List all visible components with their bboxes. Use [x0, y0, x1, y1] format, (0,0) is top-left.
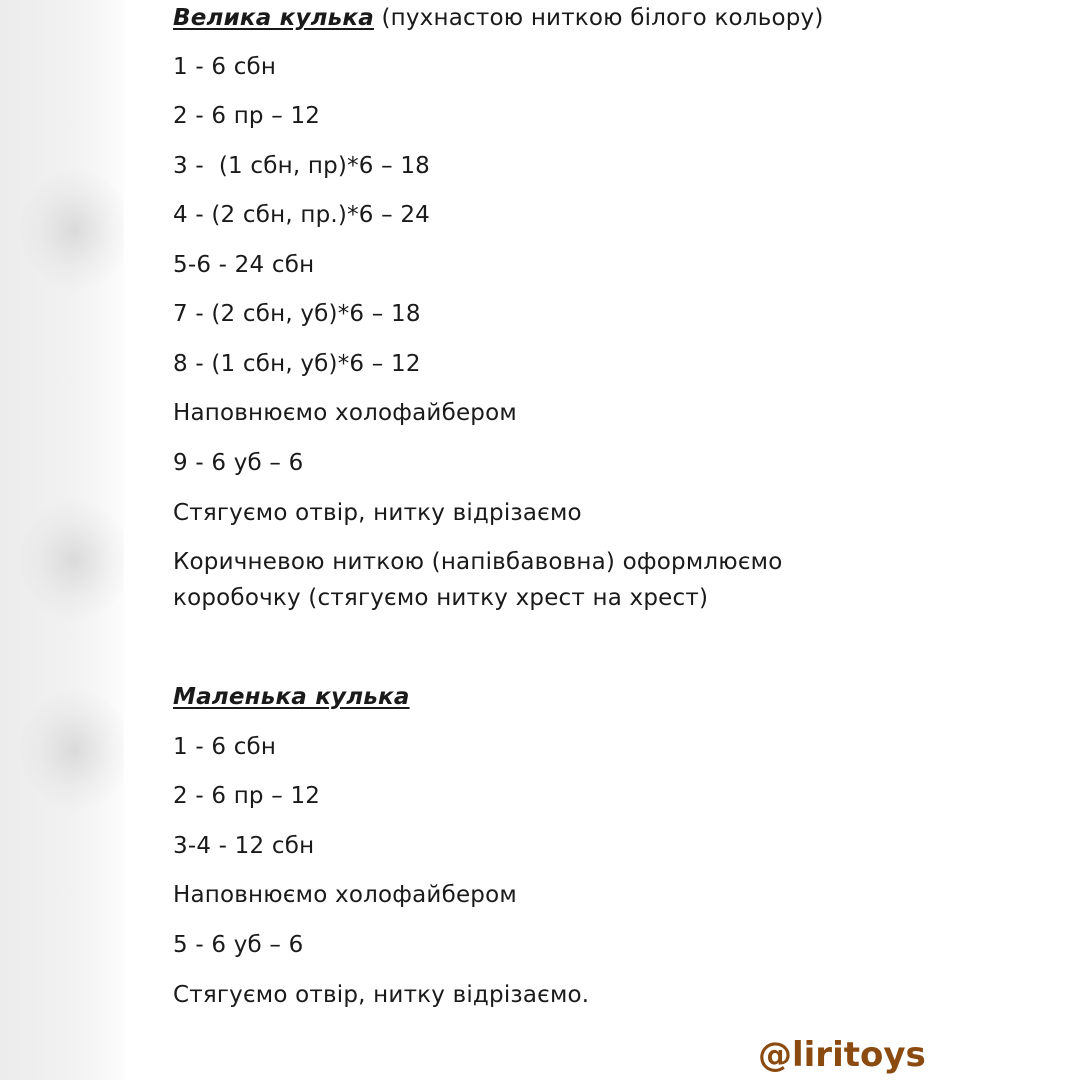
section1-title: Велика кулька	[173, 5, 374, 31]
section1-row: коробочку (стягуємо нитку хрест на хрест)	[173, 585, 709, 611]
shadow-blob	[20, 690, 130, 810]
section1-row: Наповнюємо холофайбером	[173, 400, 517, 426]
shadow-blob	[20, 170, 130, 290]
section2-row: 5 - 6 уб – 6	[173, 932, 304, 958]
shadow-blob	[20, 500, 130, 620]
section1-row: 9 - 6 уб – 6	[173, 450, 304, 476]
section1-row: Стягуємо отвір, нитку відрізаємо	[173, 500, 582, 526]
section2-row: 1 - 6 сбн	[173, 734, 277, 760]
section2-title: Маленька кулька	[173, 684, 410, 710]
section1-row: 8 - (1 сбн, уб)*6 – 12	[173, 351, 421, 377]
section1-row: Коричневою ниткою (напівбавовна) оформлюємо	[173, 549, 783, 575]
section2-row: 2 - 6 пр – 12	[173, 783, 321, 809]
section1-row: 1 - 6 сбн	[173, 54, 277, 80]
left-shadow-strip	[0, 0, 124, 1080]
section2-row: Наповнюємо холофайбером	[173, 882, 517, 908]
section1-row: 4 - (2 сбн, пр.)*6 – 24	[173, 202, 431, 228]
section1-row: 2 - 6 пр – 12	[173, 103, 321, 129]
section1-row: 7 - (2 сбн, уб)*6 – 18	[173, 301, 421, 327]
section2-row: 3-4 - 12 сбн	[173, 833, 315, 859]
section2-row: Стягуємо отвір, нитку відрізаємо.	[173, 982, 590, 1008]
watermark-handle: @liritoys	[758, 1035, 926, 1075]
section1-title-note: (пухнастою ниткою білого кольору)	[373, 5, 824, 31]
section1-row: 5-6 - 24 сбн	[173, 252, 315, 278]
section1-row: 3 - (1 сбн, пр)*6 – 18	[173, 153, 431, 179]
section1-heading-line	[173, 0, 824, 36]
